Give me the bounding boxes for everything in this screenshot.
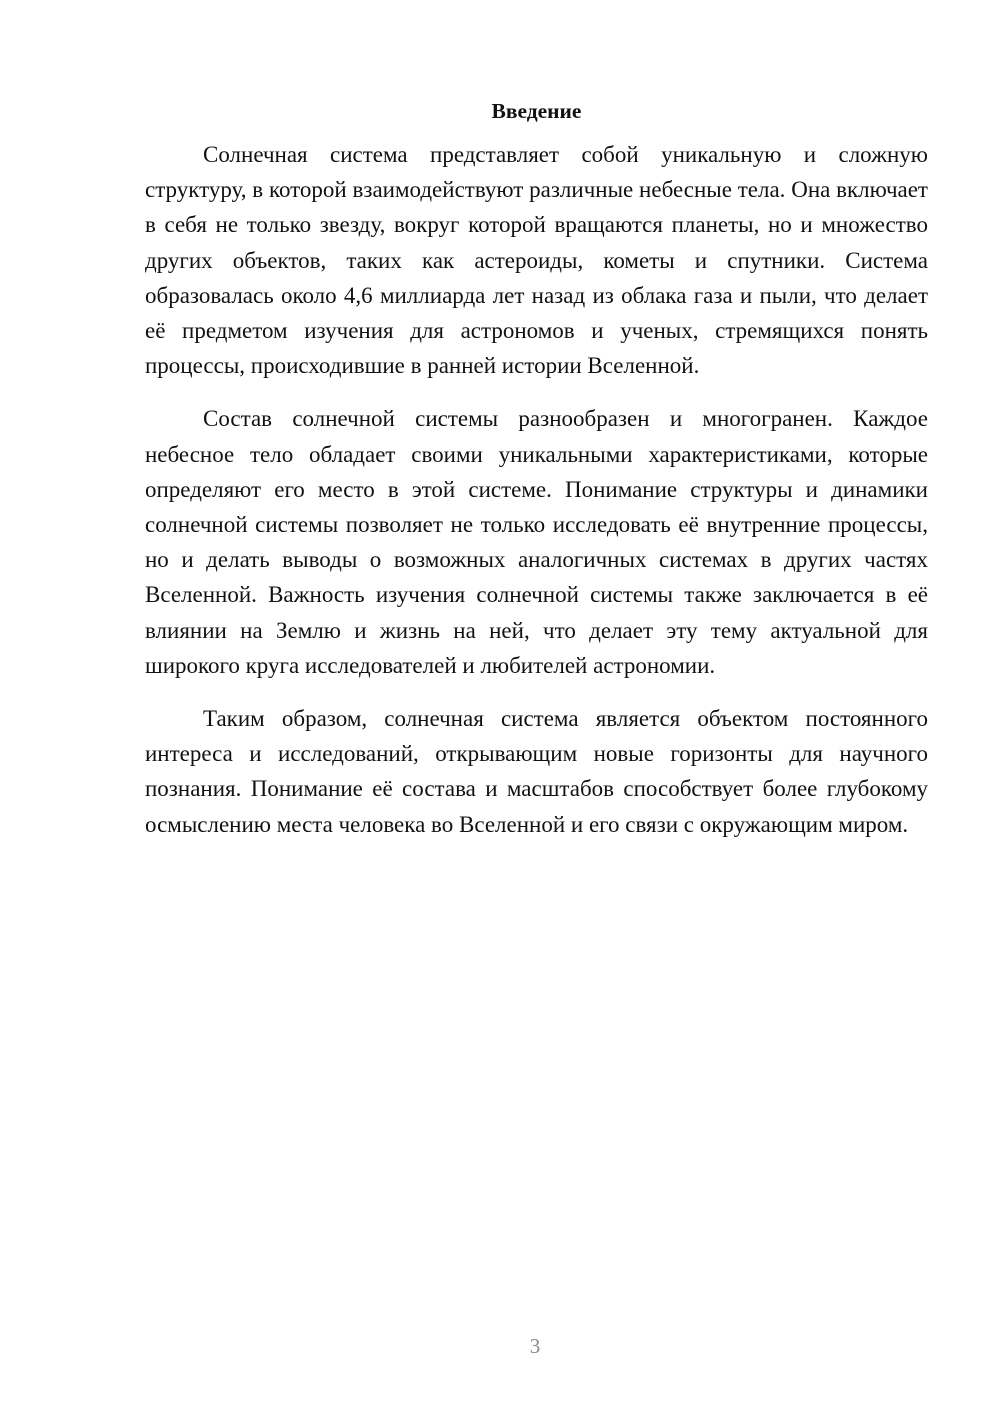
section-title: Введение [491,99,582,123]
paragraph-1: Солнечная система представляет собой уникальную и сложную структуру, в которой взаимодействуют различные небесные тела. Она включает в себя не только звезду, вокруг которой вращаются планеты, но и множество других объектов, таких как астероиды, кометы и спутники. Система образовалась около 4,6 миллиарда лет назад из облака газа и пыли, что делает её предметом изучения для астрономов и ученых, стремящихся понять процессы, происходившие в ранней истории Вселенной. [145,142,928,379]
paragraph-2: Состав солнечной системы разнообразен и многогранен. Каждое небесное тело обладает своими уникальными характеристиками, которые определяют его место в этой системе. Понимание структуры и динамики солнечной системы позволяет не только исследовать её внутренние процессы, но и делать выводы о возможных аналогичных системах в других частях Вселенной. Важность изучения солнечной системы также заключается в её влиянии на Землю и жизнь на ней, что делает эту тему актуальной для широкого круга исследователей и любителей астрономии. [145,406,928,678]
page-number: 3 [529,1334,541,1358]
document-body [145,98,928,860]
paragraph-3: Таким образом, солнечная система является объектом постоянного интереса и исследований, открывающим новые горизонты для научного познания. Понимание её состава и масштабов способствует более глубокому осмыслению места человека во Вселенной и его связи с окружающим миром. [145,706,928,837]
